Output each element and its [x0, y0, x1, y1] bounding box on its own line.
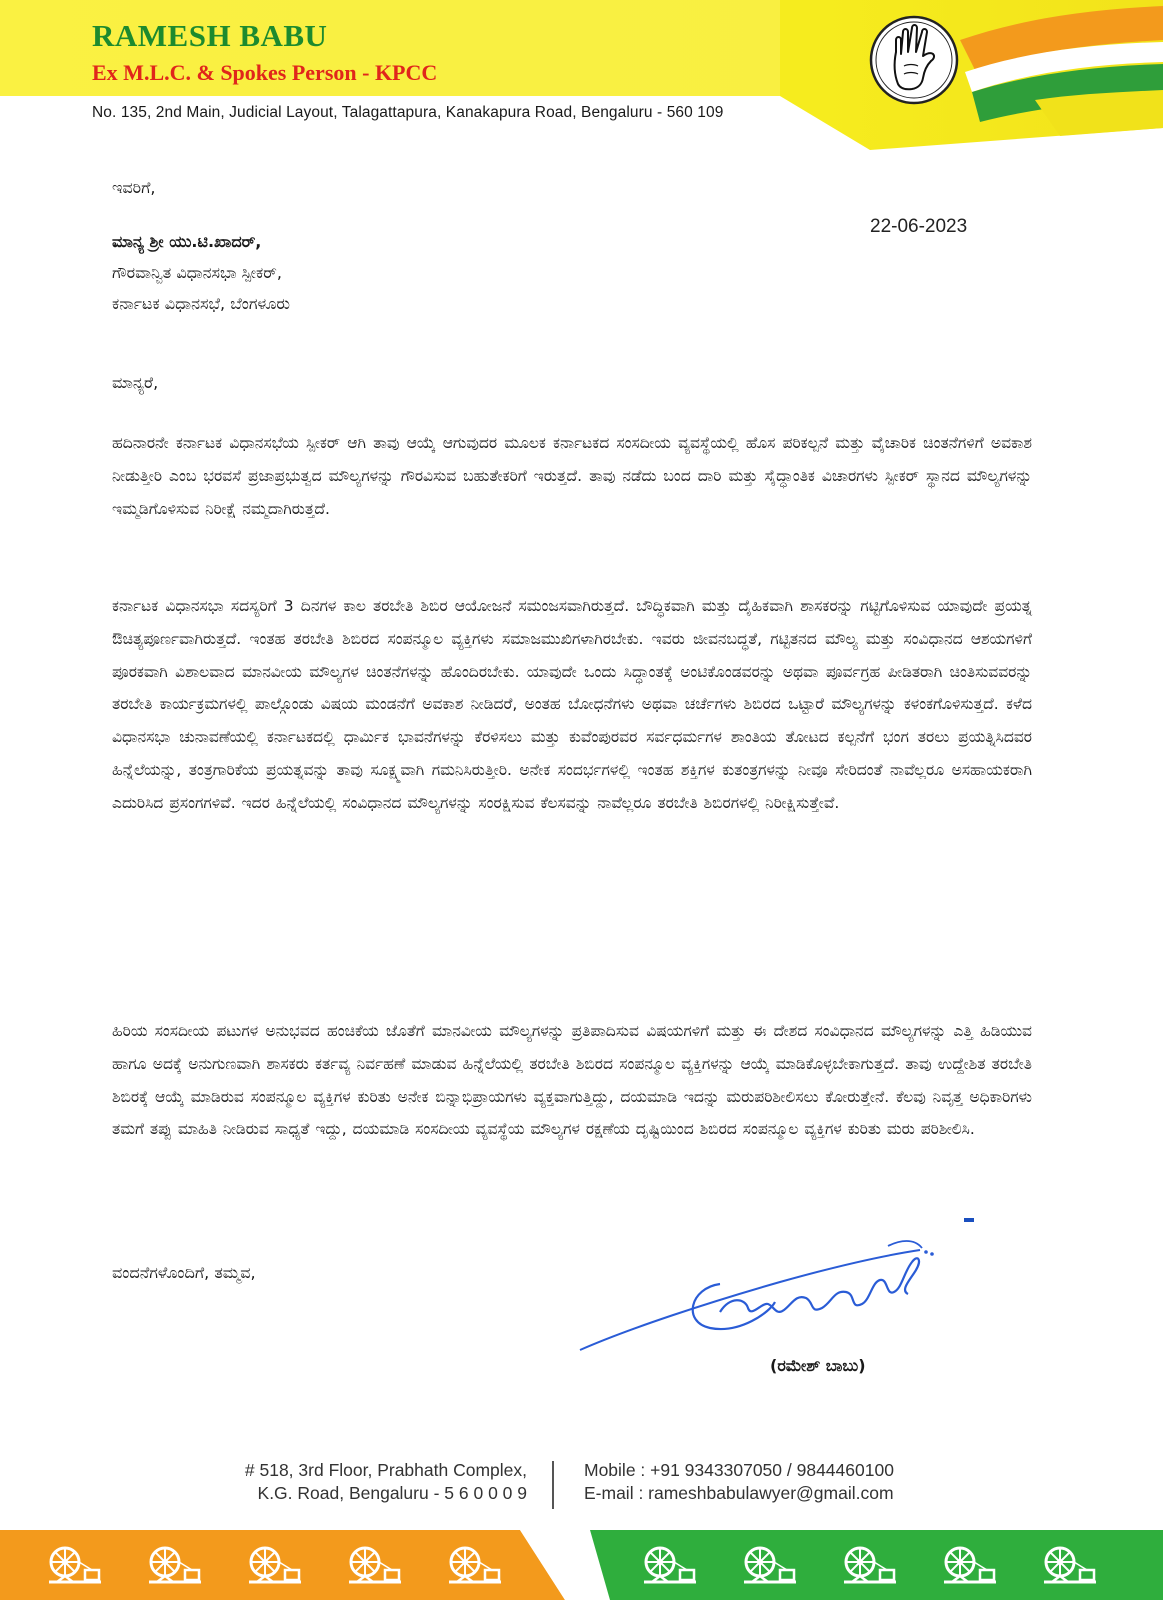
footer-contact-details: [584, 1459, 894, 1505]
charkha-icon: [145, 1540, 205, 1588]
handwritten-signature: [570, 1232, 950, 1362]
recipient-office: ಕರ್ನಾಟಕ ವಿಧಾನಸಭೆ, ಬೆಂಗಳೂರು: [112, 294, 290, 313]
signatory-name: (ರಮೇಶ್ ಬಾಬು): [770, 1356, 866, 1375]
charkha-icon: [740, 1540, 800, 1588]
ink-mark: [964, 1218, 974, 1222]
charkha-icon: [245, 1540, 305, 1588]
letter-date: 22-06-2023: [870, 216, 968, 237]
closing: ವಂದನೆಗಳೊಂದಿಗೆ, ತಮ್ಮವ,: [112, 1263, 256, 1282]
footer-email: E-mail : rameshbabulawyer@gmail.com: [584, 1483, 894, 1503]
charkha-icon: [940, 1540, 1000, 1588]
paragraph-3: ಹಿರಿಯ ಸಂಸದೀಯ ಪಟುಗಳ ಅನುಭವದ ಹಂಚಿಕೆಯ ಜೊತೆಗೆ ಮಾನವೀಯ ಮೌಲ್ಯಗಳನ್ನು ಪ್ರತಿಪಾದಿಸುವ ವಿಷಯಗಳಿಗೆ ಮತ್ತು ಈ ದೇಶದ ಸಂವಿಧಾನದ ಮೌಲ್ಯಗಳನ್ನು ಎತ್ತಿ ಹಿಡಿಯುವ ಹಾಗೂ ಅದಕ್ಕೆ ಅನುಗುಣವಾಗಿ ಶಾಸಕರು ಕರ್ತವ್ಯ ನಿರ್ವಹಣೆ ಮಾಡುವ ಹಿನ್ನೆಲೆಯಲ್ಲಿ ತರಬೇತಿ ಶಿಬಿರದ ಸಂಪನ್ಮೂಲ ವ್ಯಕ್ತಿಗಳನ್ನು ಆಯ್ಕೆ ಮಾಡಿಕೊಳ್ಳಬೇಕಾಗುತ್ತದೆ. ತಾವು ಉದ್ದೇಶಿತ ತರಬೇತಿ ಶಿಬಿರಕ್ಕೆ ಆಯ್ಕೆ ಮಾಡಿರುವ ಸಂಪನ್ಮೂಲ ವ್ಯಕ್ತಿಗಳ ಕುರಿತು ಅನೇಕ ಬಿನ್ನಾಭಿಪ್ರಾಯಗಳು ವ್ಯಕ್ತವಾಗುತ್ತಿದ್ದು, ದಯಮಾಡಿ ಇದನ್ನು ಮರುಪರಿಶೀಲಿಸಲು ಕೋರುತ್ತೇನೆ. ಕೆಲವು ನಿವೃತ್ತ ಅಧಿಕಾರಿಗಳು ತಮಗೆ ತಪ್ಪು ಮಾಹಿತಿ ನೀಡಿರುವ ಸಾಧ್ಯತೆ ಇದ್ದು, ದಯಮಾಡಿ ಸಂಸದೀಯ ವ್ಯವಸ್ಥೆಯ ಮೌಲ್ಯಗಳ ರಕ್ಷಣೆಯ ದೃಷ್ಟಿಯಿಂದ ಶಿಬಿರದ ಸಂಪನ್ಮೂಲ ವ್ಯಕ್ತಿಗಳ ಕುರಿತು ಮರು ಪರಿಶೀಲಿಸಿ.: [112, 1022, 1032, 1139]
charkha-icon: [45, 1540, 105, 1588]
charkha-icon: [840, 1540, 900, 1588]
charkha-icon: [1040, 1540, 1100, 1588]
footer-office-line-1: # 518, 3rd Floor, Prabhath Complex,: [244, 1460, 527, 1480]
recipient-address: [112, 226, 712, 319]
charkha-icon: [345, 1540, 405, 1588]
salutation-to: ಇವರಿಗೆ,: [112, 178, 156, 197]
charkha-icon: [640, 1540, 700, 1588]
charkha-icon: [445, 1540, 505, 1588]
footer-divider: [552, 1461, 554, 1509]
footer-office-address: [182, 1459, 527, 1505]
footer-contact: [0, 1455, 1163, 1525]
footer-mobile: Mobile : +91 9343307050 / 9844460100: [584, 1460, 894, 1480]
recipient-name: ಮಾನ್ಯ ಶ್ರೀ ಯು.ಟಿ.ಖಾದರ್,: [112, 232, 262, 251]
letterhead-address: No. 135, 2nd Main, Judicial Layout, Talagattapura, Kanakapura Road, Bengaluru - 560 109: [92, 104, 724, 121]
paragraph-1: ಹದಿನಾರನೇ ಕರ್ನಾಟಕ ವಿಧಾನಸಭೆಯ ಸ್ಪೀಕರ್ ಆಗಿ ತಾವು ಆಯ್ಕೆ ಆಗುವುದರ ಮೂಲಕ ಕರ್ನಾಟಕದ ಸಂಸದೀಯ ವ್ಯವಸ್ಥೆಯಲ್ಲಿ ಹೊಸ ಪರಿಕಲ್ಪನೆ ಮತ್ತು ವೈಚಾರಿಕ ಚಿಂತನೆಗಳಿಗೆ ಅವಕಾಶ ನೀಡುತ್ತೀರಿ ಎಂಬ ಭರವಸೆ ಪ್ರಜಾಪ್ರಭುತ್ವದ ಮೌಲ್ಯಗಳನ್ನು ಗೌರವಿಸುವ ಬಹುತೇಕರಿಗೆ ಇರುತ್ತದೆ. ತಾವು ನಡೆದು ಬಂದ ದಾರಿ ಮತ್ತು ಸೈದ್ಧಾಂತಿಕ ವಿಚಾರಗಳು ಸ್ಪೀಕರ್ ಸ್ಥಾನದ ಮೌಲ್ಯಗಳನ್ನು ಇಮ್ಮಡಿಗೊಳಿಸುವ ನಿರೀಕ್ಷೆ ನಮ್ಮದಾಗಿರುತ್ತದೆ.: [112, 434, 1032, 518]
letterhead-role: Ex M.L.C. & Spokes Person - KPCC: [92, 60, 438, 85]
congress-hand-logo-icon: [868, 14, 960, 106]
greeting: ಮಾನ್ಯರೆ,: [112, 373, 159, 392]
recipient-title: ಗೌರವಾನ್ವಿತ ವಿಧಾನಸಭಾ ಸ್ಪೀಕರ್,: [112, 263, 282, 282]
paragraph-2: ಕರ್ನಾಟಕ ವಿಧಾನಸಭಾ ಸದಸ್ಯರಿಗೆ 3 ದಿನಗಳ ಕಾಲ ತರಬೇತಿ ಶಿಬಿರ ಆಯೋಜನೆ ಸಮಂಜಸವಾಗಿರುತ್ತದೆ. ಬೌದ್ಧಿಕವಾಗಿ ಮತ್ತು ದೈಹಿಕವಾಗಿ ಶಾಸಕರನ್ನು ಗಟ್ಟಿಗೊಳಿಸುವ ಯಾವುದೇ ಪ್ರಯತ್ನ ಔಚಿತ್ಯಪೂರ್ಣವಾಗಿರುತ್ತದೆ. ಇಂತಹ ತರಬೇತಿ ಶಿಬಿರದ ಸಂಪನ್ಮೂಲ ವ್ಯಕ್ತಿಗಳು ಸಮಾಜಮುಖಿಗಳಾಗಿರಬೇಕು. ಇವರು ಜೀವನಬದ್ಧತೆ, ಗಟ್ಟಿತನದ ಮೌಲ್ಯ ಮತ್ತು ಸಂವಿಧಾನದ ಆಶಯಗಳಿಗೆ ಪೂರಕವಾಗಿ ವಿಶಾಲವಾದ ಮಾನವೀಯ ಮೌಲ್ಯಗಳ ಚಿಂತನೆಗಳನ್ನು ಹೊಂದಿರಬೇಕು. ಯಾವುದೇ ಒಂದು ಸಿದ್ಧಾಂತಕ್ಕೆ ಅಂಟಿಕೊಂಡವರನ್ನು ಅಥವಾ ಪೂರ್ವಗ್ರಹ ಪೀಡಿತರಾಗಿ ಚಿಂತಿಸುವವರನ್ನು ತರಬೇತಿ ಕಾರ್ಯಕ್ರಮಗಳಲ್ಲಿ ಪಾಲ್ಗೊಂಡು ವಿಷಯ ಮಂಡನೆಗೆ ಅವಕಾಶ ನೀಡಿದರೆ, ಅಂತಹ ಬೋಧನೆಗಳು ಅಥವಾ ಚರ್ಚೆಗಳು ಶಿಬಿರದ ಒಟ್ಟಾರೆ ಮೌಲ್ಯಗಳನ್ನು ಕಳಂಕಗೊಳಿಸುತ್ತದೆ. ಕಳೆದ ವಿಧಾನಸಭಾ ಚುನಾವಣೆಯಲ್ಲಿ ಕರ್ನಾಟಕದಲ್ಲಿ ಧಾರ್ಮಿಕ ಭಾವನೆಗಳನ್ನು ಕೆರಳಿಸಲು ಮತ್ತು ಕುವೆಂಪುರವರ ಸರ್ವಧರ್ಮಗಳ ಶಾಂತಿಯ ತೋಟದ ಕಲ್ಪನೆಗೆ ಭಂಗ ತರಲು ಪ್ರಯತ್ನಿಸಿದವರ ಹಿನ್ನೆಲೆಯನ್ನು, ತಂತ್ರಗಾರಿಕೆಯ ಪ್ರಯತ್ನವನ್ನು ತಾವು ಸೂಕ್ಷ್ಮವಾಗಿ ಗಮನಿಸಿರುತ್ತೀರಿ. ಅನೇಕ ಸಂದರ್ಭಗಳಲ್ಲಿ ಇಂತಹ ಶಕ್ತಿಗಳ ಕುತಂತ್ರಗಳನ್ನು ನೀವೂ ಸೇರಿದಂತೆ ನಾವೆಲ್ಲರೂ ಅಸಹಾಯಕರಾಗಿ ಎದುರಿಸಿದ ಪ್ರಸಂಗಗಳಿವೆ. ಇದರ ಹಿನ್ನೆಲೆಯಲ್ಲಿ ಸಂವಿಧಾನದ ಮೌಲ್ಯಗಳನ್ನು ಸಂರಕ್ಷಿಸುವ ಕೆಲಸವನ್ನು ನಾವೆಲ್ಲರೂ ತರಬೇತಿ ಶಿಬಿರಗಳಲ್ಲಿ ನಿರೀಕ್ಷಿಸುತ್ತೇವೆ.: [112, 597, 1032, 812]
letterhead-name: RAMESH BABU: [92, 18, 328, 53]
footer-office-line-2: K.G. Road, Bengaluru - 5 6 0 0 0 9: [257, 1483, 527, 1503]
letterhead-header: [0, 0, 1163, 160]
